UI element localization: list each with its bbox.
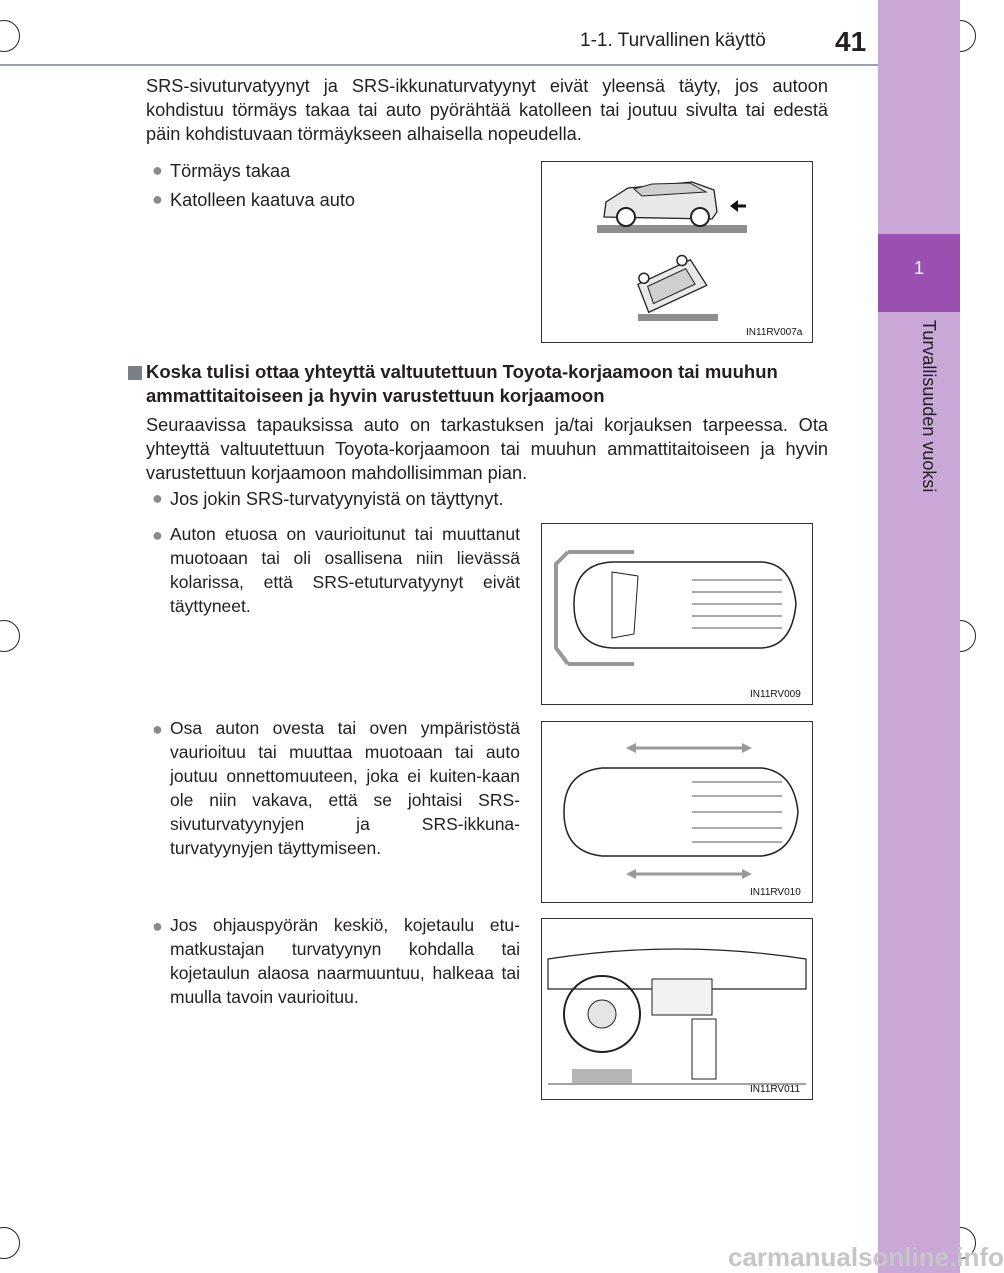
top-view-car-side-illustration — [542, 722, 812, 902]
chapter-label: Turvallisuuden vuoksi — [919, 320, 939, 493]
figure-rear-rollover — [541, 161, 813, 343]
figure-dashboard — [541, 918, 813, 1100]
bullet-icon: ● — [152, 525, 163, 545]
registration-mark-bottom-left — [0, 1227, 20, 1259]
bullet-icon: ● — [152, 160, 163, 180]
item-door-damage: Osa auton ovesta tai oven ympäristöstä vaurioituu tai muuttaa muotoaan tai auto joutuu onnettomuuteen, joka ei kuiten-kaan ole niin vakava, että se johtaisi SRS-sivuturvatyynyjen ja SRS-ikkuna-turvatyynyjen täyttymiseen. — [170, 718, 520, 858]
bullet-icon: ● — [152, 189, 163, 209]
bullet-icon: ● — [152, 916, 163, 936]
section-title: 1-1. Turvallinen käyttö — [580, 30, 766, 51]
intro-paragraph: SRS-sivuturvatyynyt ja SRS-ikkunaturvatyynyt eivät yleensä täyty, jos autoon kohdistuu törmäys takaa tai auto pyörähtää katolleen tai joutuu sivulta tai edestä päin kohdistuvaan törmäykseen alhaisella nopeudella. — [146, 76, 828, 144]
figure-code: IN11RV011 — [750, 1084, 801, 1095]
bullet-icon: ● — [152, 488, 163, 508]
side-tab — [878, 0, 960, 1273]
figure-code: IN11RV009 — [750, 689, 801, 700]
figure-code: IN11RV007a — [746, 327, 803, 338]
item-front-damage: Auton etuosa on vaurioitunut tai muuttanut muotoaan tai oli osallisena niin lievässä kolarissa, että SRS-etuturvatyynyt eivät täyttyneet. — [170, 524, 520, 616]
header-rule — [0, 64, 878, 66]
heading-marker-icon — [128, 366, 142, 380]
registration-mark-top-left — [0, 20, 20, 52]
bullet-rollover: Katolleen kaatuva auto — [170, 190, 356, 210]
figure-front-damage — [541, 523, 813, 705]
watermark: carmanualsonline.info — [728, 1242, 1004, 1272]
top-view-car-front-illustration — [542, 524, 812, 704]
section-heading: Koska tulisi ottaa yhteyttä valtuutettuun Toyota-korjaamoon tai muuhun ammattitaitoiseen ja hyvin varustettuun korjaamoon — [146, 361, 778, 406]
page-number: 41 — [835, 26, 867, 57]
chapter-number: 1 — [913, 258, 924, 278]
figure-code: IN11RV010 — [750, 887, 801, 898]
service-paragraph: Seuraavissa tapauksissa auto on tarkastuksen ja/tai korjauksen tarpeessa. Ota yhteyttä valtuutettuun Toyota-korjaamoon tai muuhun ammattitaitoiseen ja hyvin varustettuun korjaamoon mahdollisimman pian. — [146, 415, 828, 483]
car-collision-illustration — [542, 162, 812, 342]
bullet-rear-collision: Törmäys takaa — [170, 161, 291, 181]
bullet-icon: ● — [152, 719, 163, 739]
registration-mark-mid-left — [0, 620, 20, 652]
dashboard-illustration — [542, 919, 812, 1099]
bullet-airbag-deployed: Jos jokin SRS-turvatyynyistä on täyttynyt. — [170, 489, 504, 509]
item-dashboard-damage: Jos ohjauspyörän keskiö, kojetaulu etu-matkustajan turvatyynyn kohdalla tai kojetaulun alaosa naarmuuntuu, halkeaa tai muulla tavoin vaurioituu. — [170, 915, 520, 1007]
figure-door-damage — [541, 721, 813, 903]
